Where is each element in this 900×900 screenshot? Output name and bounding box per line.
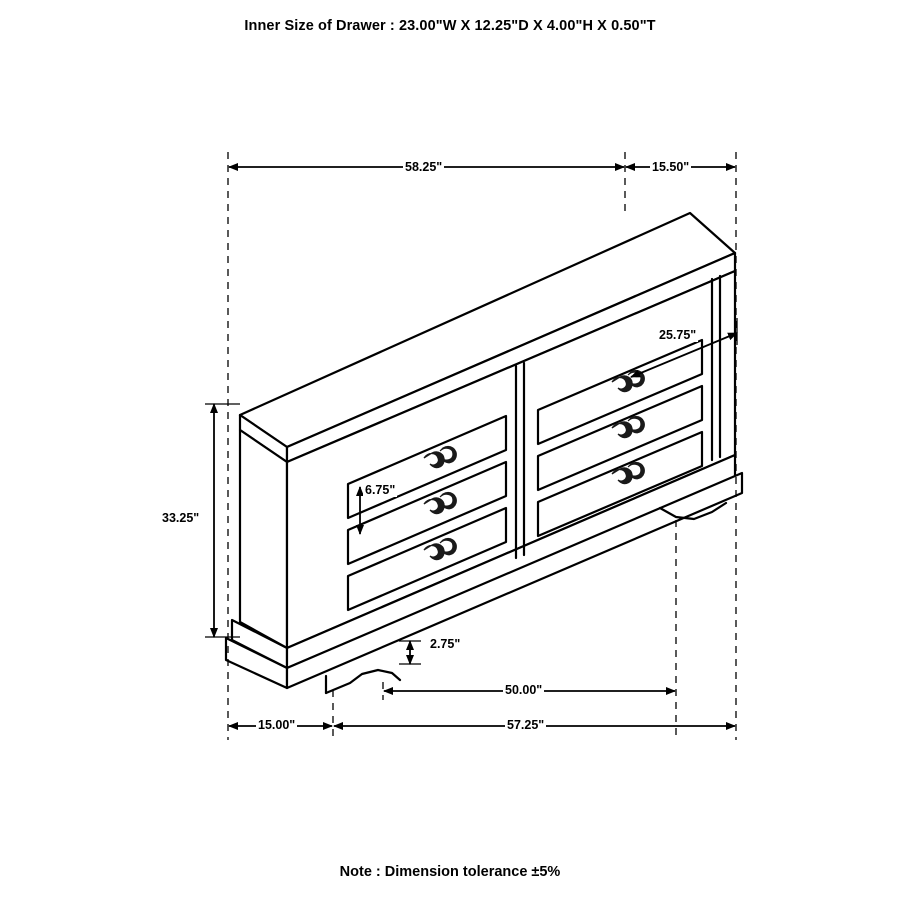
tolerance-note: Note : Dimension tolerance ±5% xyxy=(339,864,561,880)
dim-label-bottom-width: 57.25" xyxy=(507,718,545,732)
dim-label-drawer-width: 25.75" xyxy=(659,328,697,342)
dim-label-base-height: 2.75" xyxy=(430,637,461,651)
page-title: Inner Size of Drawer : 23.00"W X 12.25"D X 4.00"H X 0.50"T xyxy=(244,18,656,34)
dim-label-top-depth: 15.50" xyxy=(652,160,690,174)
dim-label-overall-height: 33.25" xyxy=(162,511,200,525)
dim-label-base-width: 50.00" xyxy=(505,683,543,697)
dim-label-bottom-depth: 15.00" xyxy=(258,718,296,732)
dim-label-drawer-height: 6.75" xyxy=(365,483,396,497)
dim-label-top-width: 58.25" xyxy=(405,160,443,174)
